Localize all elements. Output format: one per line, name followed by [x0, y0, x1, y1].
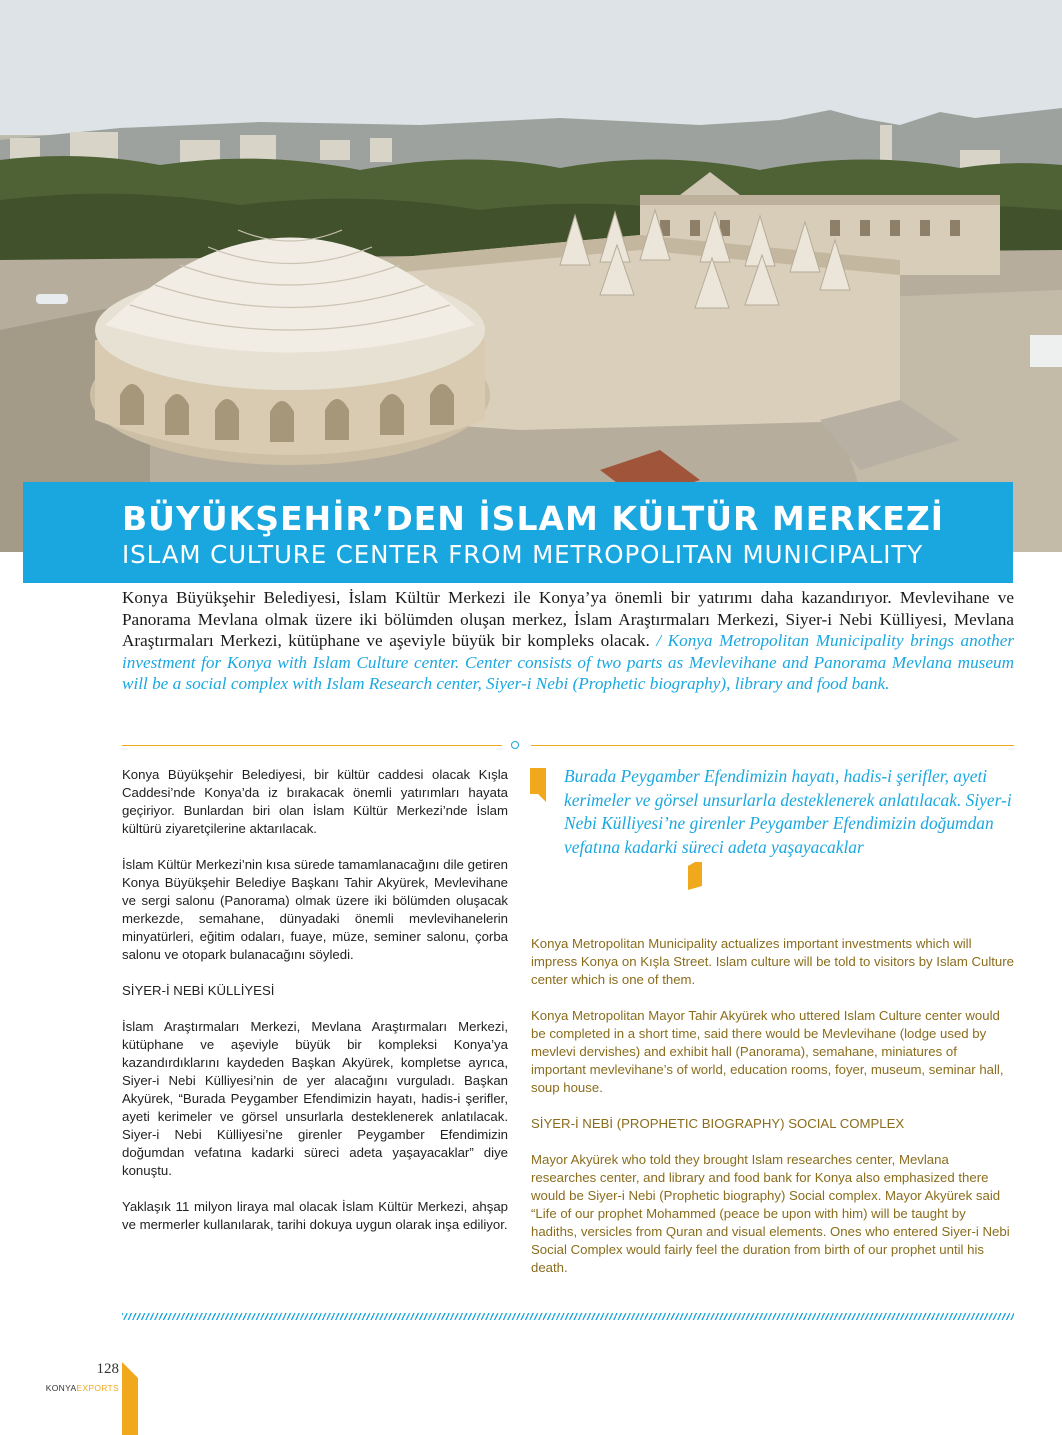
divider-line-left	[122, 745, 502, 746]
quote-open-icon	[530, 768, 546, 802]
english-body	[531, 935, 1014, 1295]
turkish-subheading: SİYER-İ NEBİ KÜLLİYESİ	[122, 983, 275, 998]
quote-close-icon	[688, 862, 702, 890]
turkish-paragraph-2: İslam Kültür Merkezi’nin kısa sürede tamamlanacağını dile getiren Konya Büyükşehir Belediye Başkanı Tahir Akyürek, Mevlevihane ve sergi salonu (Panorama) olmak üzere iki bölümden oluşacak merkezde, semahane, dünyadaki önemli mevlevihanelerin minyatürleri, eğitim odaları, fuaye, müze, seminer salonu, çorba salonu ve otopark bulanacağını söyledi.	[122, 857, 508, 962]
lead-turkish: Konya Büyükşehir Belediyesi, İslam Kültür Merkezi ile Konya’ya önemli bir yatırımı daha kazandırıyor. Mevlevihane ve Panorama Mevlana olmak üzere iki bölümden oluşan merkez, İslam Araştırmaları Merkezi, Siyer-i Nebi Külliyesi, Mevlana Araştırmaları Merkezi, kütüphane ve aşeviyle büyük bir kompleks olacak.	[122, 588, 1014, 650]
hatched-rule	[122, 1313, 1014, 1320]
article-title-english: ISLAM CULTURE CENTER FROM METROPOLITAN MUNICIPALITY	[122, 540, 924, 569]
turkish-paragraph-4: Yaklaşık 11 milyon liraya mal olacak İslam Kültür Merkezi, ahşap ve mermerler kullanılarak, tarihi dokuya uygun olarak inşa ediliyor.	[122, 1199, 508, 1232]
pull-quote: Burada Peygamber Efendimizin hayatı, hadis-i şerifler, ayeti kerimeler ve görsel unsurlarla desteklenerek anlatılacak. Siyer-i Nebi Külliyesi’ne girenler Peygamber Efendimizin doğumdan vefatına kadarki süreci adeta yaşayacaklar	[564, 766, 1012, 857]
english-paragraph-1: Konya Metropolitan Municipality actualizes important investments which will impress Konya on Kışla Street. Islam culture will be told to visitors by Islam Culture center which is one of them.	[531, 936, 1014, 987]
turkish-paragraph-1: Konya Büyükşehir Belediyesi, bir kültür caddesi olacak Kışla Caddesi’nde Konya’da iz bırakacak önemli yatırımları hayata geçiriyor. Bunlardan biri olan İslam Kültür Merkezi’nde İslam kültürü ziyaretçilerine aktarılacak.	[122, 767, 508, 836]
turkish-paragraph-3: İslam Araştırmaları Merkezi, Mevlana Araştırmaları Merkezi, kütüphane ve aşeviyle büyük bir kompleksi Konya’ya kazandırdıklarını kaydeden Başkan Akyürek, kompletse ayrıca, Siyer-i Nebi Külliyesi’nin de yer alacağını vurguladı. Başkan Akyürek, “Burada Peygamber Efendimizin hayatı, hadis-i şerifler, ayeti kerimeler ve görsel unsurlarla desteklenerek anlatılacak. Siyer-i Nebi Külliyesi’ne girenler Peygamber Efendimizin doğumdan vefatına kadarki süreci adeta yaşayacaklar” diye konuştu.	[122, 1019, 508, 1178]
english-subheading: SİYER-İ NEBİ (PROPHETIC BIOGRAPHY) SOCIAL COMPLEX	[531, 1116, 905, 1131]
lead-paragraph	[122, 587, 1014, 695]
divider-line-right	[531, 745, 1014, 746]
hero-photo	[0, 0, 1062, 552]
english-paragraph-3: Mayor Akyürek who told they brought Islam researches center, Mevlana researches center, and library and food bank for Konya also emphasized there would be Siyer-i Nebi (Prophetic biography) Social complex. Mayor Akyürek said “Life of our prophet Mohammed (peace be upon with him) will be taught by hadiths, versicles from Quran and visual elements. Ones who entered Siyer-i Nebi Social Complex would fairly feel the duration from birth of our prophet until his death.	[531, 1152, 1010, 1275]
page-number: 128	[96, 1361, 119, 1377]
english-paragraph-2: Konya Metropolitan Mayor Tahir Akyürek who uttered Islam Culture center would be completed in a short time, said there would be Mevlevihane (lodge used by mevlevi dervishes) and exhibit hall (Panorama), semahane, miniatures of important mevlevihane’s of world, education rooms, foyer, museum, seminar hall, soup house.	[531, 1008, 1004, 1095]
lead-english: / Konya Metropolitan Municipality brings another investment for Konya with Islam Culture center. Center consists of two parts as Mevlevihane and Panorama Mevlana museum will be a social complex with Islam Research center, Siyer-i Nebi (Prophetic biography), library and food bank.	[122, 631, 1015, 693]
article-title-turkish: BÜYÜKŞEHİR’DEN İSLAM KÜLTÜR MERKEZİ	[122, 499, 945, 538]
publication-name-a: KONYA	[45, 1383, 77, 1393]
hero-illustration	[0, 0, 1062, 552]
publication-name	[30, 1383, 119, 1393]
publication-name-b: EXPORTS	[76, 1383, 119, 1393]
footer-tab-icon	[122, 1362, 138, 1435]
divider-circle-icon	[511, 741, 519, 749]
turkish-body	[122, 766, 508, 1252]
